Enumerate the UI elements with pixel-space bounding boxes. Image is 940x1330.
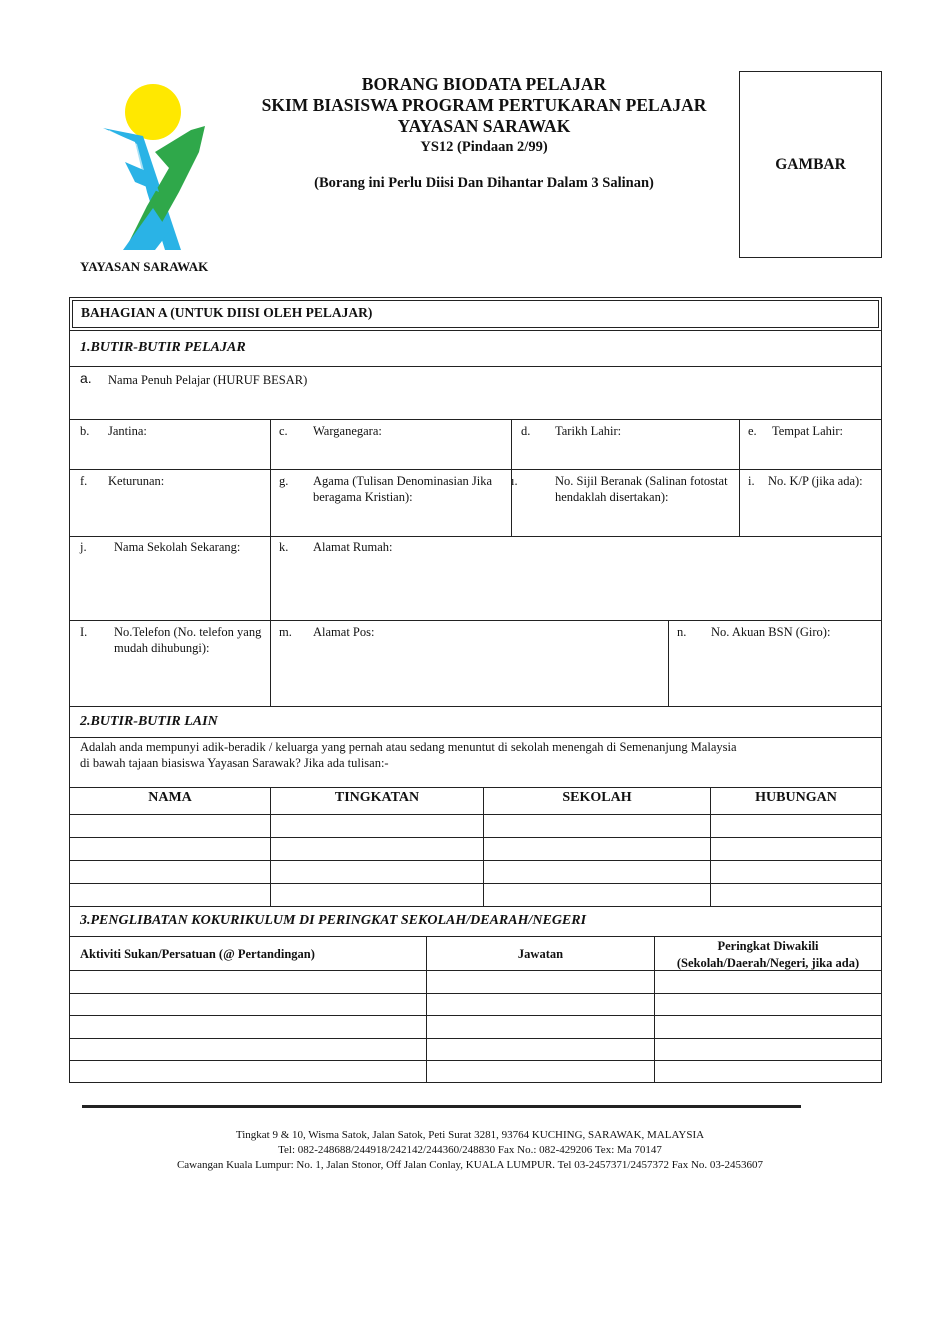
footer-address: Tingkat 9 & 10, Wisma Satok, Jalan Satok, Peti Surat 3281, 93764 KUCHING, SARAWAK, MALAYSIA — [235, 1129, 705, 1141]
row-line — [69, 936, 882, 937]
form-border-top-outer — [69, 297, 882, 298]
col-line — [270, 536, 271, 706]
row-line — [69, 536, 882, 537]
part2-question-line1: Adalah anda mempunyi adik-beradik / keluarga yang pernah atau sedang menuntut di sekolah menengah di Semenanjung Malaysia — [80, 740, 737, 754]
photo-box[interactable] — [739, 71, 882, 258]
field-n-letter: n. — [677, 625, 687, 639]
birth-date-label: Tarikh Lahir: — [555, 424, 622, 438]
postal-address-label: Alamat Pos: — [313, 625, 375, 639]
row-line — [69, 1015, 882, 1016]
form-header — [230, 74, 738, 192]
row-line — [69, 419, 882, 420]
field-h-letter: ı. — [511, 474, 518, 488]
col-header-level-line1: Peringkat Diwakili — [717, 939, 819, 953]
field-b-letter: b. — [80, 424, 90, 438]
row-line — [69, 330, 882, 331]
field-c-letter: c. — [279, 424, 288, 438]
row-line — [69, 706, 882, 707]
footer — [60, 1128, 880, 1173]
field-g-letter: g. — [279, 474, 289, 488]
phone-label: No.Telefon (No. telefon yang mudah dihubungi): — [114, 625, 262, 655]
form-title-line2: SKIM BIASISWA PROGRAM PERTUKARAN PELAJAR — [261, 95, 707, 115]
citizenship-label: Warganegara: — [313, 424, 382, 438]
part2-title: 2.BUTIR-BUTIR LAIN — [80, 714, 218, 729]
col-header-activity: Aktiviti Sukan/Persatuan (@ Pertandingan) — [80, 947, 315, 961]
field-l-letter: I. — [80, 625, 88, 639]
field-j-letter: j. — [80, 540, 87, 554]
row-line — [69, 814, 882, 815]
row-line — [69, 787, 882, 788]
ic-number-label: No. K/P (jika ada): — [768, 474, 863, 488]
section-a-right-inner — [878, 300, 879, 328]
row-line — [69, 993, 882, 994]
row-line — [69, 366, 882, 367]
field-a-letter: a. — [80, 370, 92, 386]
yayasan-sarawak-logo — [95, 82, 207, 250]
row-line — [69, 906, 882, 907]
form-title-line1: BORANG BIODATA PELAJAR — [361, 74, 607, 94]
section-a-title: BAHAGIAN A (UNTUK DIISI OLEH PELAJAR) — [81, 305, 373, 320]
row-line — [69, 1038, 882, 1039]
field-k-letter: k. — [279, 540, 289, 554]
row-line — [69, 1060, 882, 1061]
field-d-letter: d. — [521, 424, 531, 438]
col-line — [668, 620, 669, 706]
col-header-name: NAMA — [148, 790, 192, 805]
row-line — [69, 737, 882, 738]
footer-divider — [82, 1105, 801, 1108]
field-full-name-label: Nama Penuh Pelajar (HURUF BESAR) — [108, 373, 308, 387]
form-border-right — [881, 297, 882, 1083]
org-caption: YAYASAN SARAWAK — [80, 259, 209, 274]
form-instruction: (Borang ini Perlu Diisi Dan Dihantar Dalam 3 Salinan) — [314, 175, 654, 191]
field-f-letter: f. — [80, 474, 88, 488]
religion-label: Agama (Tulisan Denominasian Jika beragama Kristian): — [313, 474, 493, 504]
col-header-form-level: TINGKATAN — [334, 790, 420, 805]
field-m-letter: m. — [279, 625, 292, 639]
col-line — [739, 419, 740, 536]
row-line — [69, 469, 882, 470]
field-i-letter: i. — [748, 474, 755, 488]
part2-question-line2: di bawah tajaan biasiswa Yayasan Sarawak? Jika ada tulisan:- — [80, 756, 389, 770]
section-a-bottom-inner — [72, 327, 879, 328]
home-address-label: Alamat Rumah: — [313, 540, 393, 554]
row-line — [69, 837, 882, 838]
form-code: YS12 (Pindaan 2/99) — [420, 139, 548, 155]
ethnicity-label: Keturunan: — [108, 474, 165, 488]
footer-branch: Cawangan Kuala Lumpur: No. 1, Jalan Stonor, Off Jalan Conlay, KUALA LUMPUR. Tel 03-2457371/2457372 Fax No. 03-2453607 — [176, 1159, 764, 1171]
col-line — [270, 419, 271, 536]
row-line — [69, 1082, 882, 1083]
part1-title: 1.BUTIR-BUTIR PELAJAR — [80, 340, 246, 355]
row-line — [69, 860, 882, 861]
full-name-input[interactable] — [70, 388, 881, 418]
col-header-school: SEKOLAH — [562, 790, 632, 805]
school-name-label: Nama Sekolah Sekarang: — [114, 540, 241, 554]
gender-label: Jantina: — [108, 424, 147, 438]
row-line — [69, 620, 882, 621]
photo-label: GAMBAR — [775, 156, 846, 173]
birth-cert-label: No. Sijil Beranak (Salinan fotostat hendaklah disertakan): — [555, 474, 728, 504]
col-header-relationship: HUBUNGAN — [755, 790, 837, 805]
bsn-account-label: No. Akuan BSN (Giro): — [711, 625, 831, 639]
col-header-position: Jawatan — [517, 947, 564, 961]
form-title-line3: YAYASAN SARAWAK — [397, 116, 571, 136]
section-a-left-inner — [72, 300, 73, 328]
part3-title: 3.PENGLIBATAN KOKURIKULUM DI PERINGKAT SEKOLAH/DEARAH/NEGERI — [80, 913, 587, 928]
footer-contact: Tel: 082-248688/244918/242142/244360/248830 Fax No.: 082-429206 Tex: Ma 70147 — [278, 1144, 662, 1156]
form-border-top-inner — [72, 300, 879, 301]
col-header-level-line2: (Sekolah/Daerah/Negeri, jika ada) — [676, 956, 860, 970]
field-e-letter: e. — [748, 424, 757, 438]
row-line — [69, 883, 882, 884]
birth-place-label: Tempat Lahir: — [772, 424, 843, 438]
